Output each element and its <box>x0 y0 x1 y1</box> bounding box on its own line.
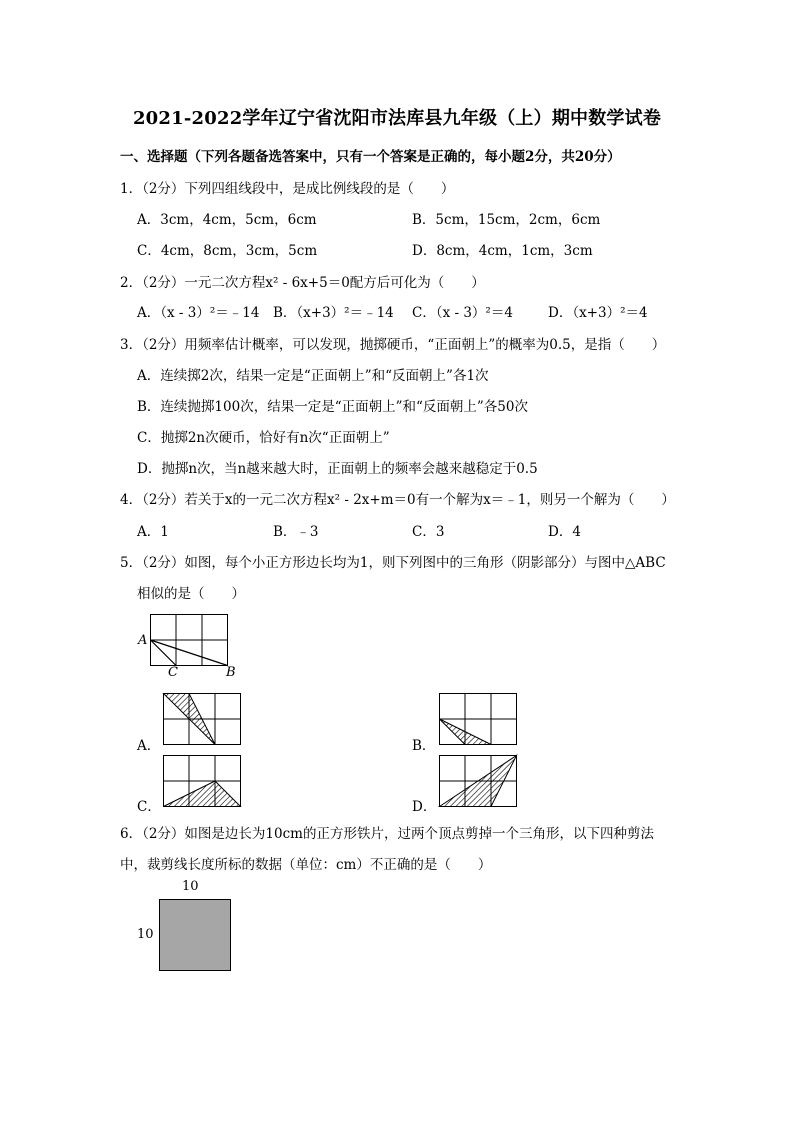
figure-triangle-abc <box>150 614 230 669</box>
question-3-option-c: C．抛掷2n次硬币，恰好有n次“正面朝上” <box>137 430 390 446</box>
question-6-stem-line2: 中，裁剪线长度所标的数据（单位：cm）不正确的是（ ） <box>120 857 492 873</box>
question-5-option-a-figure <box>163 693 243 748</box>
question-4-option-b: B．﹣3 <box>273 524 319 540</box>
question-4-option-c: C．3 <box>412 524 445 540</box>
question-3-option-a: A．连续掷2次，结果一定是“正面朝上”和“反面朝上”各1次 <box>137 368 489 384</box>
question-6-stem-line1: 6．（2分）如图是边长为10cm的正方形铁片，过两个顶点剪掉一个三角形，以下四种剪法 <box>120 826 654 842</box>
question-3-option-d: D．抛掷n次，当n越来越大时，正面朝上的频率会越来越稳定于0.5 <box>137 461 538 477</box>
question-5-option-d-label: D． <box>412 799 437 815</box>
question-2-option-c: C．（x - 3）²＝4 <box>412 305 513 321</box>
question-5-option-d-figure <box>439 755 519 810</box>
figure-label-c: C <box>168 665 178 680</box>
figure-label-a: A <box>138 633 148 648</box>
question-1-option-b: B．5cm，15cm，2cm，6cm <box>412 212 601 228</box>
question-2-option-a: A．（x - 3）²＝﹣14 <box>137 305 260 321</box>
question-4-option-d: D．4 <box>548 524 581 540</box>
question-3-option-b: B．连续抛掷100次，结果一定是“正面朝上”和“反面朝上”各50次 <box>137 399 528 415</box>
question-1-option-d: D．8cm，4cm，1cm，3cm <box>412 243 593 259</box>
question-1-stem: 1．（2分）下列四组线段中，是成比例线段的是（ ） <box>120 181 455 197</box>
section-heading: 一、选择题（下列各题备选答案中，只有一个答案是正确的，每小题2分，共20分） <box>120 149 621 165</box>
question-2-stem: 2．（2分）一元二次方程x² - 6x+5＝0配方后可化为（ ） <box>120 275 485 291</box>
question-5-stem-line1: 5．（2分）如图，每个小正方形边长均为1，则下列图中的三角形（阴影部分）与图中△ABC <box>120 555 666 571</box>
question-2-option-b: B．（x+3）²＝﹣14 <box>273 305 394 321</box>
page-title: 2021-2022学年辽宁省沈阳市法库县九年级（上）期中数学试卷 <box>132 108 662 129</box>
question-5-option-b-figure <box>439 693 519 748</box>
question-1-option-c: C．4cm，8cm，3cm，5cm <box>137 243 318 259</box>
question-5-option-b-label: B． <box>412 738 436 754</box>
question-2-option-d: D．（x+3）²＝4 <box>548 305 648 321</box>
question-4-option-a: A．1 <box>137 524 169 540</box>
question-5-option-c-figure <box>163 755 243 810</box>
figure-label-b: B <box>226 665 236 680</box>
square-iron-sheet <box>159 899 231 971</box>
question-5-stem-line2: 相似的是（ ） <box>137 586 245 602</box>
question-3-stem: 3．（2分）用频率估计概率，可以发现，抛掷硬币，“正面朝上”的概率为0.5，是指（ ） <box>120 337 666 353</box>
square-top-label: 10 <box>182 879 199 894</box>
question-5-option-c-label: C． <box>137 799 161 815</box>
question-1-option-a: A．3cm，4cm，5cm，6cm <box>137 212 317 228</box>
question-5-option-a-label: A． <box>137 738 161 754</box>
question-4-stem: 4．（2分）若关于x的一元二次方程x² - 2x+m＝0有一个解为x＝﹣1，则另一个解为（ ） <box>120 492 675 508</box>
square-left-label: 10 <box>137 927 154 942</box>
